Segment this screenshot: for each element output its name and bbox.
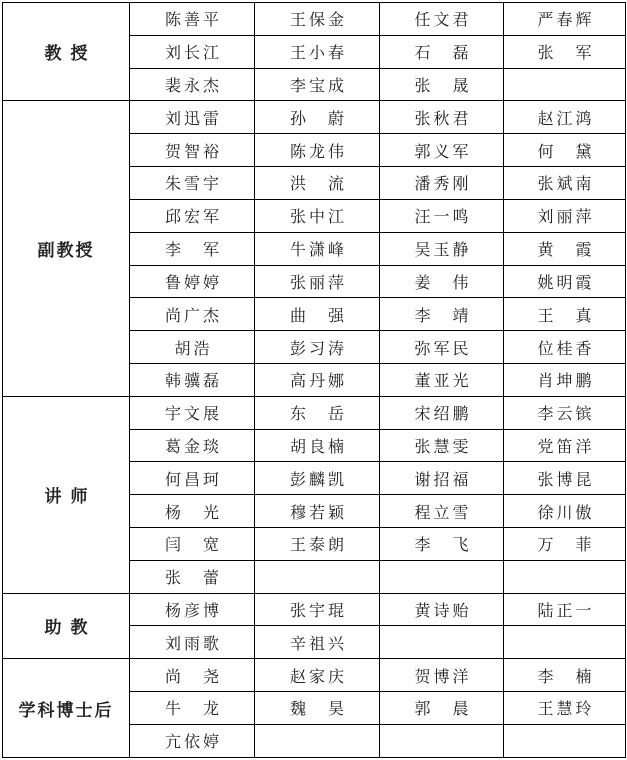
name-cell: 魏 昊 — [255, 692, 380, 725]
name-cell: 韩骥磊 — [130, 363, 255, 396]
name-cell: 李 军 — [130, 232, 255, 265]
name-cell: 王 真 — [504, 298, 626, 331]
name-cell: 何昌珂 — [130, 462, 255, 495]
name-cell: 张 军 — [504, 35, 626, 68]
name-cell: 辛祖兴 — [255, 626, 380, 659]
name-cell: 李云镔 — [504, 396, 626, 429]
name-cell: 陈龙伟 — [255, 134, 380, 167]
name-cell: 任文君 — [380, 3, 504, 36]
name-cell: 位桂香 — [504, 331, 626, 364]
name-cell: 郭义军 — [380, 134, 504, 167]
name-cell: 孙 蔚 — [255, 101, 380, 134]
name-cell: 黄 霞 — [504, 232, 626, 265]
name-cell: 王泰朗 — [255, 528, 380, 561]
name-cell: 汪一鸣 — [380, 199, 504, 232]
name-cell — [380, 626, 504, 659]
table-row — [3, 3, 626, 36]
name-cell: 王慧玲 — [504, 692, 626, 725]
name-cell: 赵家庆 — [255, 659, 380, 692]
name-cell: 刘雨歌 — [130, 626, 255, 659]
category-cell: 讲师 — [3, 396, 130, 593]
name-cell: 牛潇峰 — [255, 232, 380, 265]
name-cell: 王小春 — [255, 35, 380, 68]
name-cell: 闫 宽 — [130, 528, 255, 561]
name-cell: 董亚光 — [380, 363, 504, 396]
name-cell: 胡浩 — [130, 331, 255, 364]
category-cell: 教授 — [3, 3, 130, 101]
name-cell: 吴玉静 — [380, 232, 504, 265]
name-cell: 张丽萍 — [255, 265, 380, 298]
name-cell: 黄诗贻 — [380, 593, 504, 626]
name-cell: 姜 伟 — [380, 265, 504, 298]
name-cell: 弥军民 — [380, 331, 504, 364]
name-cell — [255, 560, 380, 593]
name-cell: 东 岳 — [255, 396, 380, 429]
name-cell: 胡良楠 — [255, 429, 380, 462]
name-cell: 朱雪宇 — [130, 167, 255, 200]
name-cell: 严春辉 — [504, 3, 626, 36]
category-cell: 助教 — [3, 593, 130, 659]
name-cell: 徐川傲 — [504, 495, 626, 528]
name-cell: 杨彦博 — [130, 593, 255, 626]
name-cell: 李 楠 — [504, 659, 626, 692]
name-cell: 彭麟凯 — [255, 462, 380, 495]
name-cell: 杨 光 — [130, 495, 255, 528]
name-cell: 穆若颖 — [255, 495, 380, 528]
name-cell: 张博昆 — [504, 462, 626, 495]
name-cell: 尚广杰 — [130, 298, 255, 331]
name-cell — [380, 560, 504, 593]
name-cell — [504, 724, 626, 757]
name-cell: 宋绍鹏 — [380, 396, 504, 429]
name-cell: 鲁婷婷 — [130, 265, 255, 298]
name-cell: 牛 龙 — [130, 692, 255, 725]
name-cell: 贺智裕 — [130, 134, 255, 167]
name-cell: 谢招福 — [380, 462, 504, 495]
table-row — [3, 593, 626, 626]
name-cell: 张 晟 — [380, 68, 504, 101]
name-cell: 石 磊 — [380, 35, 504, 68]
name-cell: 亢依婷 — [130, 724, 255, 757]
name-cell: 刘长江 — [130, 35, 255, 68]
name-cell: 裴永杰 — [130, 68, 255, 101]
name-cell: 高丹娜 — [255, 363, 380, 396]
name-cell: 李宝成 — [255, 68, 380, 101]
category-cell: 副教授 — [3, 101, 130, 396]
name-cell: 张中江 — [255, 199, 380, 232]
table-row — [3, 396, 626, 429]
name-cell: 张慧雯 — [380, 429, 504, 462]
name-cell: 何 黛 — [504, 134, 626, 167]
name-cell: 张 蕾 — [130, 560, 255, 593]
name-cell: 王保金 — [255, 3, 380, 36]
name-cell: 万 菲 — [504, 528, 626, 561]
name-cell: 李 靖 — [380, 298, 504, 331]
name-cell: 陈善平 — [130, 3, 255, 36]
name-cell: 张斌南 — [504, 167, 626, 200]
name-cell: 李 飞 — [380, 528, 504, 561]
name-cell: 肖坤鹏 — [504, 363, 626, 396]
name-cell: 宇文展 — [130, 396, 255, 429]
name-cell: 刘丽萍 — [504, 199, 626, 232]
name-cell — [255, 724, 380, 757]
name-cell: 党笛洋 — [504, 429, 626, 462]
name-cell — [504, 560, 626, 593]
name-cell: 邱宏军 — [130, 199, 255, 232]
name-cell: 姚明霞 — [504, 265, 626, 298]
name-cell — [504, 68, 626, 101]
name-cell: 彭习涛 — [255, 331, 380, 364]
name-cell: 陆正一 — [504, 593, 626, 626]
name-cell: 葛金琰 — [130, 429, 255, 462]
name-cell — [504, 626, 626, 659]
table-row — [3, 659, 626, 692]
name-cell: 曲 强 — [255, 298, 380, 331]
name-cell: 刘迅雷 — [130, 101, 255, 134]
name-cell: 程立雪 — [380, 495, 504, 528]
name-cell: 张宇琨 — [255, 593, 380, 626]
category-cell: 学科博士后 — [3, 659, 130, 758]
name-cell: 赵江鸿 — [504, 101, 626, 134]
name-cell: 洪 流 — [255, 167, 380, 200]
table-row — [3, 101, 626, 134]
name-cell: 尚 尧 — [130, 659, 255, 692]
name-cell: 张秋君 — [380, 101, 504, 134]
name-cell — [380, 724, 504, 757]
name-cell: 潘秀刚 — [380, 167, 504, 200]
name-cell: 郭 晨 — [380, 692, 504, 725]
name-cell: 贺博洋 — [380, 659, 504, 692]
faculty-table — [2, 2, 626, 758]
